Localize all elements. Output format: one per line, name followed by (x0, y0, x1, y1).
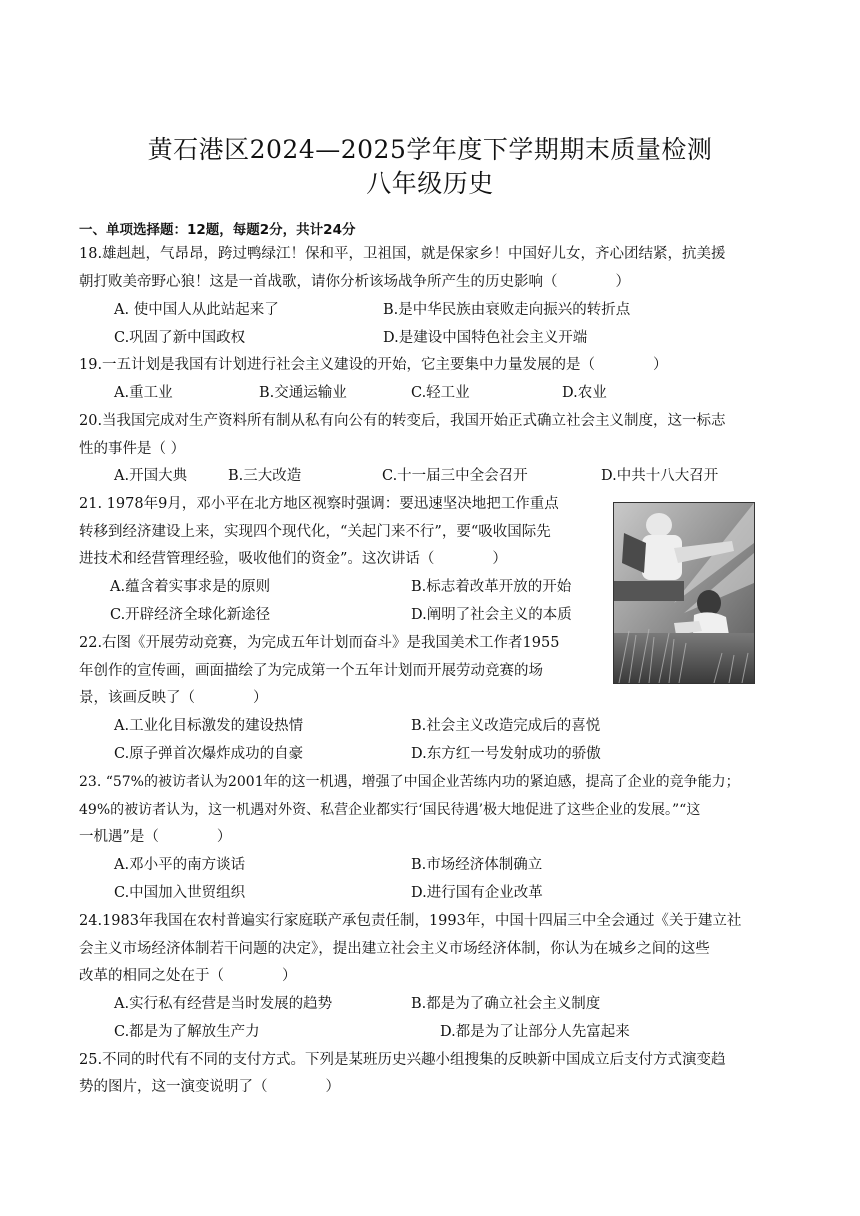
question-21-line-2: 转移到经济建设上来，实现四个现代化，“关起门来不行”，要“吸收国际先 (79, 524, 551, 540)
question-19-option-a: A.重工业 (114, 385, 173, 401)
question-21-option-b: B.标志着改革开放的开始 (411, 579, 572, 595)
question-23-line-2: 49%的被访者认为，这一机遇对外资、私营企业都实行‘国民待遇’极大地促进了这些企业的发展。”“这 (79, 802, 701, 818)
exam-title: 黄石港区2024—2025学年度下学期期末质量检测 (147, 135, 713, 164)
question-18-line-1: 18.雄赳赳，气昂昂，跨过鸭绿江！保和平，卫祖国，就是保家乡！中国好儿女，齐心团结紧，抗美援 (79, 246, 726, 262)
question-18-option-d: D.是建设中国特色社会主义开端 (383, 330, 588, 346)
question-18-option-c: C.巩固了新中国政权 (114, 330, 246, 346)
question-20-option-c: C.十一届三中全会召开 (382, 468, 528, 484)
propaganda-poster-image (613, 502, 755, 684)
question-21-line-3: 进技术和经营管理经验，吸收他们的资金”。这次讲话（ ） (79, 551, 507, 567)
question-25-line-2: 势的图片，这一演变说明了（ ） (79, 1079, 340, 1095)
question-19-option-d: D.农业 (562, 385, 607, 401)
question-21-option-d: D.阐明了社会主义的本质 (411, 607, 572, 623)
question-20-option-b: B.三大改造 (228, 468, 302, 484)
question-20-option-a: A.开国大典 (114, 468, 188, 484)
question-22-option-d: D.东方红一号发射成功的骄傲 (411, 746, 601, 762)
question-23-option-c: C.中国加入世贸组织 (114, 885, 246, 901)
question-23-option-a: A.邓小平的南方谈话 (114, 857, 246, 873)
question-21-line-1: 21. 1978年9月，邓小平在北方地区视察时强调：要迅速坚决地把工作重点 (79, 496, 559, 512)
question-23-option-d: D.进行国有企业改革 (411, 885, 543, 901)
question-22-option-b: B.社会主义改造完成后的喜悦 (411, 718, 601, 734)
exam-subtitle: 八年级历史 (366, 169, 494, 198)
question-23-option-b: B.市场经济体制确立 (411, 857, 543, 873)
question-19-option-c: C.轻工业 (411, 385, 470, 401)
question-18-line-2: 朝打败美帝野心狼！这是一首战歌，请你分析该场战争所产生的历史影响（ ） (79, 274, 630, 290)
question-24-option-a: A.实行私有经营是当时发展的趋势 (114, 996, 333, 1012)
question-18-option-a: A. 使中国人从此站起来了 (114, 302, 279, 318)
question-20-option-d: D.中共十八大召开 (601, 468, 719, 484)
question-22-line-1: 22.右图《开展劳动竞赛，为完成五年计划而奋斗》是我国美术工作者1955 (79, 635, 560, 651)
question-24-option-b: B.都是为了确立社会主义制度 (411, 996, 601, 1012)
question-19-line-1: 19.一五计划是我国有计划进行社会主义建设的开始，它主要集中力量发展的是（ ） (79, 357, 668, 373)
question-20-line-2: 性的事件是（ ） (79, 441, 186, 457)
question-23-line-1: 23. “57%的被访者认为2001年的这一机遇，增强了中国企业苦练内功的紧迫感，提高了企业的竞争能力； (79, 774, 740, 790)
question-23-line-3: 一机遇”是（ ） (79, 829, 232, 845)
question-21-option-c: C.开辟经济全球化新途径 (110, 607, 271, 623)
question-22-option-a: A.工业化目标激发的建设热情 (114, 718, 304, 734)
question-24-option-d: D.都是为了让部分人先富起来 (440, 1024, 630, 1040)
section-heading: 一、单项选择题：12题，每题2分，共计24分 (79, 222, 356, 238)
question-24-line-2: 会主义市场经济体制若干问题的决定》，提出建立社会主义市场经济体制，你认为在城乡之间的这些 (79, 941, 710, 957)
question-24-line-1: 24.1983年我国在农村普遍实行家庭联产承包责任制，1993年，中国十四届三中全会通过《关于建立社 (79, 913, 742, 929)
poster-illustration (614, 503, 754, 683)
question-22-option-c: C.原子弹首次爆炸成功的自豪 (114, 746, 304, 762)
question-18-option-b: B.是中华民族由衰败走向振兴的转折点 (383, 302, 631, 318)
question-24-line-3: 改革的相同之处在于（ ） (79, 968, 297, 984)
question-22-line-2: 年创作的宣传画，画面描绘了为完成第一个五年计划而开展劳动竞赛的场 (79, 663, 543, 679)
question-20-line-1: 20.当我国完成对生产资料所有制从私有向公有的转变后，我国开始正式确立社会主义制度，这一标志 (79, 413, 726, 429)
question-19-option-b: B.交通运输业 (259, 385, 347, 401)
question-22-line-3: 景，该画反映了（ ） (79, 690, 268, 706)
question-25-line-1: 25.不同的时代有不同的支付方式。下列是某班历史兴趣小组搜集的反映新中国成立后支付方式演变趋 (79, 1052, 726, 1068)
question-24-option-c: C.都是为了解放生产力 (114, 1024, 260, 1040)
question-21-option-a: A.蕴含着实事求是的原则 (110, 579, 271, 595)
